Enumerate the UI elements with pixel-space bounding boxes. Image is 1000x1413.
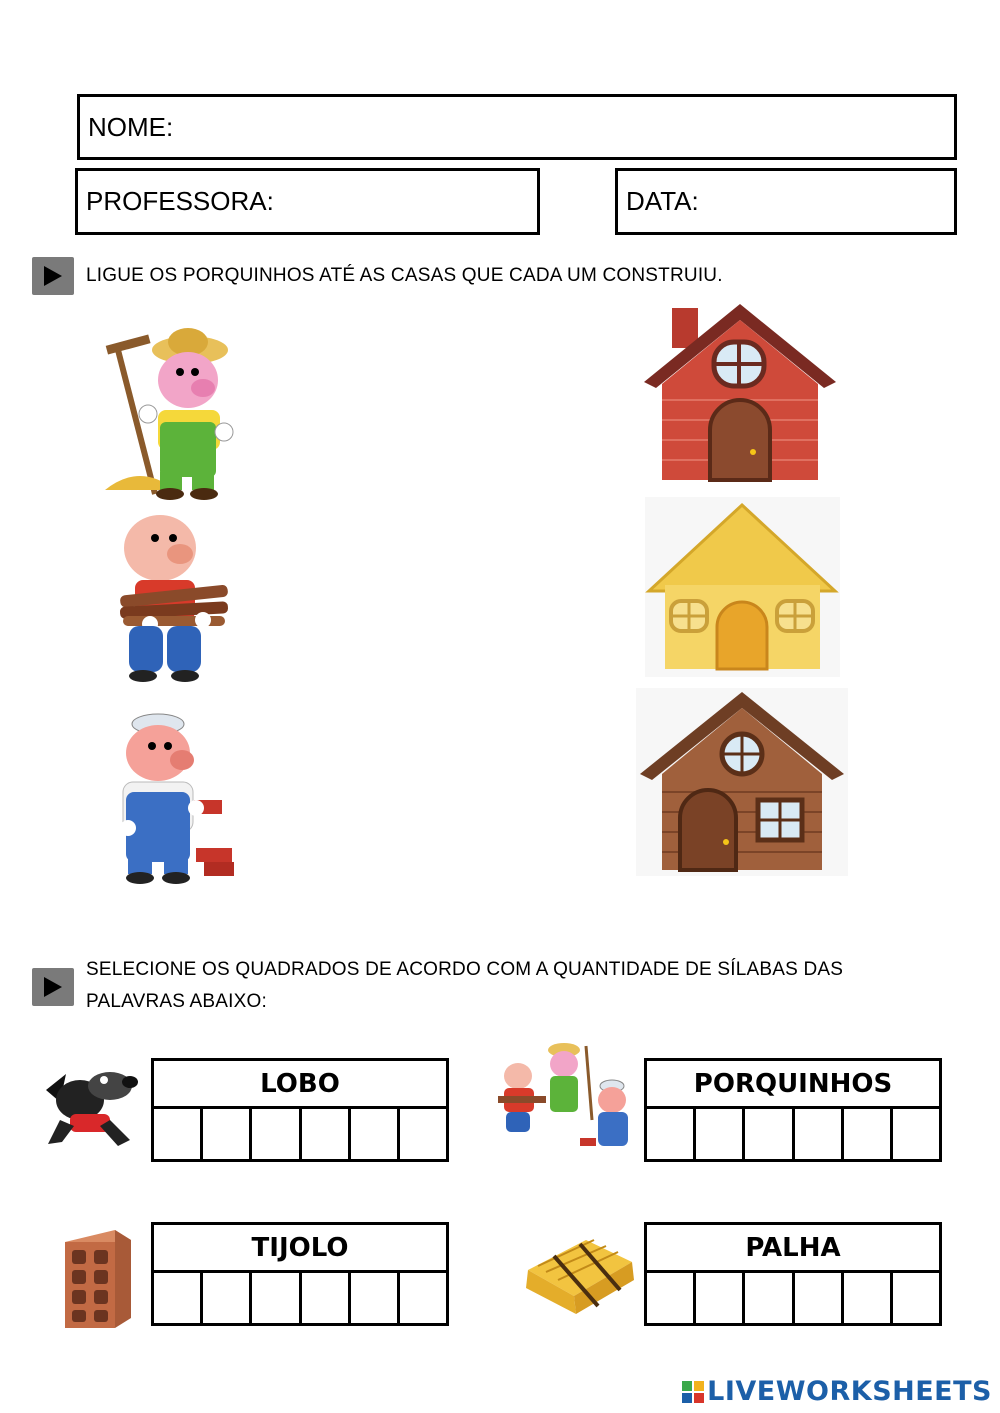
wood-house[interactable] [636, 688, 848, 876]
syllable-square[interactable] [351, 1109, 400, 1159]
syllable-square[interactable] [154, 1109, 203, 1159]
word-box-tijolo [151, 1222, 449, 1326]
syllable-square[interactable] [351, 1273, 400, 1323]
syllable-square[interactable] [795, 1273, 844, 1323]
pig-carrying-wood[interactable] [115, 508, 230, 686]
name-label: NOME: [88, 111, 174, 142]
play-icon [32, 257, 74, 295]
brick-icon [55, 1228, 135, 1332]
hay-bale-icon [524, 1226, 636, 1316]
syllable-square[interactable] [203, 1273, 252, 1323]
syllable-square[interactable] [696, 1109, 745, 1159]
syllable-square[interactable] [302, 1109, 351, 1159]
syllable-square[interactable] [893, 1109, 939, 1159]
syllable-square[interactable] [647, 1109, 696, 1159]
syllable-squares [154, 1109, 446, 1159]
syllable-squares [154, 1273, 446, 1323]
teacher-label: PROFESSORA: [86, 186, 274, 216]
teacher-field[interactable] [75, 168, 540, 235]
liveworksheets-logo[interactable] [681, 1376, 992, 1407]
syllable-square[interactable] [844, 1109, 893, 1159]
syllable-squares [647, 1109, 939, 1159]
syllable-square[interactable] [844, 1273, 893, 1323]
word-title: LOBO [154, 1061, 446, 1109]
syllable-square[interactable] [745, 1273, 794, 1323]
word-box-palha [644, 1222, 942, 1326]
pig-builder-bricks[interactable] [108, 708, 238, 886]
syllable-square[interactable] [696, 1273, 745, 1323]
syllable-square[interactable] [252, 1273, 301, 1323]
syllable-square[interactable] [795, 1109, 844, 1159]
pig-farmer-straw[interactable] [100, 322, 235, 500]
word-title: PALHA [647, 1225, 939, 1273]
syllable-square[interactable] [745, 1109, 794, 1159]
liveworksheets-logo-icon [681, 1380, 705, 1404]
wolf-icon [40, 1060, 142, 1150]
syllable-square[interactable] [647, 1273, 696, 1323]
date-field[interactable] [615, 168, 957, 235]
section2-instruction-line2: PALAVRAS ABAIXO: [86, 991, 267, 1012]
section1-instruction: LIGUE OS PORQUINHOS ATÉ AS CASAS QUE CADA UM CONSTRUIU. [86, 265, 723, 286]
brick-house[interactable] [640, 300, 840, 488]
section2-instruction-line1: SELECIONE OS QUADRADOS DE ACORDO COM A QUANTIDADE DE SÍLABAS DAS [86, 959, 844, 980]
word-box-lobo [151, 1058, 449, 1162]
syllable-square[interactable] [400, 1273, 446, 1323]
syllable-square[interactable] [302, 1273, 351, 1323]
straw-house[interactable] [645, 497, 840, 677]
syllable-squares [647, 1273, 939, 1323]
date-label: DATA: [626, 186, 699, 216]
syllable-square[interactable] [154, 1273, 203, 1323]
word-box-porquinhos [644, 1058, 942, 1162]
syllable-square[interactable] [203, 1109, 252, 1159]
word-title: TIJOLO [154, 1225, 446, 1273]
syllable-square[interactable] [893, 1273, 939, 1323]
logo-text: LIVEWORKSHEETS [707, 1376, 992, 1407]
syllable-square[interactable] [252, 1109, 301, 1159]
name-field[interactable] [77, 94, 957, 160]
section2-instruction [86, 954, 843, 1018]
word-title: PORQUINHOS [647, 1061, 939, 1109]
syllable-square[interactable] [400, 1109, 446, 1159]
play-icon [32, 968, 74, 1006]
three-pigs-icon [496, 1040, 636, 1160]
